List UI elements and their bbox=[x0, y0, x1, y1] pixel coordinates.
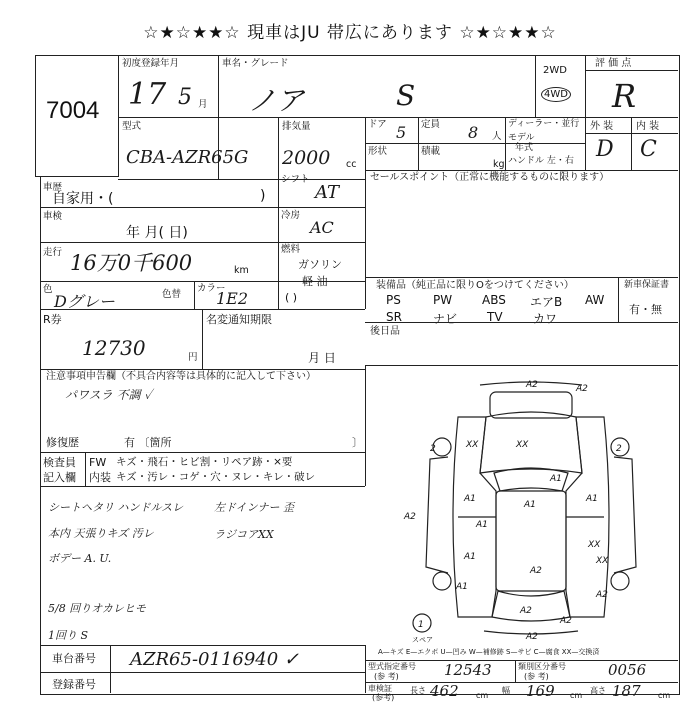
width-unit: cm bbox=[570, 691, 583, 700]
inspector-label: 検査員 bbox=[43, 456, 76, 469]
dimensions-sub: (参考) bbox=[372, 693, 395, 702]
notes-value: パワスラ 不調 ✓ bbox=[65, 388, 153, 402]
equip-aw: AW bbox=[585, 293, 605, 307]
fuel-paren: ( ) bbox=[285, 291, 298, 304]
fw-label: FW bbox=[89, 456, 107, 469]
height-value: 187 bbox=[612, 682, 641, 700]
row-line bbox=[40, 452, 365, 453]
cc-unit: cc bbox=[346, 159, 357, 170]
mark-left-outer: A2 bbox=[404, 512, 416, 522]
length-label: 長さ bbox=[410, 686, 426, 695]
category-value: 0056 bbox=[608, 661, 647, 679]
fuel-gasoline: ガソリン bbox=[298, 258, 342, 271]
left-outer bbox=[426, 457, 448, 573]
type-label: 型式 bbox=[122, 121, 142, 132]
hand-note-4: 5/8 回りオカレヒモ bbox=[48, 602, 146, 615]
right-outer bbox=[614, 457, 636, 573]
equip-pw: PW bbox=[433, 293, 453, 307]
col-line bbox=[85, 452, 86, 486]
model-year-label: モデル bbox=[508, 133, 535, 143]
row-line bbox=[40, 369, 365, 370]
inspection-value: 年 月( 日) bbox=[126, 225, 188, 241]
row-line bbox=[365, 143, 585, 144]
row-line bbox=[365, 170, 678, 171]
color-value: Dグレー bbox=[54, 292, 115, 311]
mark-rear-center: A2 bbox=[530, 566, 542, 576]
shift-label: シフト bbox=[281, 174, 310, 185]
row-line bbox=[40, 242, 278, 243]
row-line bbox=[278, 242, 365, 243]
row-line bbox=[365, 322, 678, 323]
kg-unit: kg bbox=[493, 159, 505, 170]
auction-sheet bbox=[40, 55, 680, 702]
car-name: ノア bbox=[248, 84, 305, 117]
col-line bbox=[585, 55, 586, 170]
col-line bbox=[618, 277, 619, 322]
row-line bbox=[278, 207, 365, 208]
car-name-label: 車名・グレード bbox=[222, 58, 289, 69]
capacity-unit: 人 bbox=[492, 131, 502, 142]
repair-value: 有 〔箇所 bbox=[124, 436, 172, 449]
col-line bbox=[278, 179, 279, 309]
wheel-rr bbox=[611, 572, 629, 590]
equipment-label: 装備品（純正品に限りOをつけてください） bbox=[376, 280, 574, 291]
doors-label: ドア bbox=[368, 119, 387, 130]
car-grade: S bbox=[396, 79, 416, 112]
doors-value: 5 bbox=[396, 123, 407, 142]
interior-score: C bbox=[640, 137, 657, 162]
mark-fl-wheel: 2 bbox=[430, 444, 436, 454]
row-line bbox=[118, 179, 365, 180]
designation-value: 12543 bbox=[444, 661, 492, 679]
col-line bbox=[365, 365, 366, 452]
dimensions-label: 車検証 bbox=[368, 684, 392, 693]
first-reg-year: 17 bbox=[128, 77, 167, 112]
repair-label: 修復歴 bbox=[46, 436, 79, 449]
mark-right-front-door: A1 bbox=[586, 494, 598, 504]
row-line bbox=[40, 486, 365, 487]
load-label: 積載 bbox=[421, 146, 441, 157]
mark-left-quarter: A1 bbox=[464, 552, 476, 562]
lot-number: 7004 bbox=[46, 97, 100, 124]
drive-4wd: 4WD bbox=[541, 87, 571, 102]
chassis-label: 車台番号 bbox=[52, 652, 96, 665]
hand-note-5: 1回り S bbox=[48, 629, 89, 642]
row-line bbox=[585, 70, 678, 71]
equip-abs: ABS bbox=[482, 293, 506, 307]
mark-rear-left: A1 bbox=[456, 582, 468, 592]
col-line bbox=[194, 281, 195, 309]
score-value: R bbox=[612, 77, 637, 115]
hood-panel bbox=[480, 412, 582, 473]
displacement-value: 2000 bbox=[282, 147, 331, 169]
chassis-value: AZR65-0116940 ✓ bbox=[130, 649, 300, 670]
row-line bbox=[365, 365, 678, 366]
equip-leather: カワ bbox=[533, 312, 558, 326]
mark-rear-gate: A2 bbox=[520, 606, 532, 616]
designation-label: 型式指定番号 bbox=[368, 662, 416, 671]
equip-navi: ナビ bbox=[433, 312, 458, 326]
name-change-value: 月 日 bbox=[308, 351, 336, 365]
hand-note-right-1: 左ドインナー 歪 bbox=[214, 501, 294, 514]
width-value: 169 bbox=[526, 682, 555, 700]
row-line bbox=[365, 277, 678, 278]
capacity-value: 8 bbox=[468, 123, 479, 142]
color-code-value: 1E2 bbox=[216, 289, 249, 308]
mark-hood-1: XX bbox=[516, 440, 529, 450]
col-line bbox=[365, 452, 366, 486]
color-change-label: 色替 bbox=[162, 289, 182, 300]
col-line bbox=[515, 660, 516, 682]
col-line bbox=[110, 645, 111, 693]
col-line bbox=[631, 117, 632, 170]
length-unit: cm bbox=[476, 691, 489, 700]
diagram-legend: A—キズ E—エクボ U—凹み W—補修跡 S—サビ C—腐食 XX—交換済 bbox=[378, 648, 600, 656]
ac-value: AC bbox=[310, 218, 334, 237]
mileage-label: 走行 bbox=[43, 247, 63, 258]
mark-rear-bumper-right: A2 bbox=[560, 616, 572, 626]
fw-items: キズ・飛石・ヒビ割・リペア跡・×要 bbox=[116, 456, 293, 468]
designation-sub: (参 考) bbox=[374, 672, 399, 681]
name-change-label: 名変通知期限 bbox=[206, 313, 272, 326]
mark-rear-bumper: A2 bbox=[526, 632, 538, 639]
mark-right-quarter: XX bbox=[596, 556, 609, 566]
col-line bbox=[365, 645, 366, 693]
mark-front-bumper: A2 bbox=[526, 380, 538, 390]
col-line bbox=[365, 170, 366, 309]
header-banner: ☆★☆★★☆ 現車はJU 帯広にあります ☆★☆★★☆ bbox=[143, 23, 557, 43]
category-sub: (参 考) bbox=[524, 672, 549, 681]
shift-value: AT bbox=[315, 182, 340, 203]
equip-ps: PS bbox=[386, 293, 401, 307]
equip-tv: TV bbox=[487, 310, 503, 324]
fuel-diesel: 軽 油 bbox=[302, 275, 328, 288]
col-line bbox=[535, 55, 536, 117]
mark-roof: A1 bbox=[524, 500, 536, 510]
hand-note-right-2: ラジコアXX bbox=[214, 528, 274, 541]
displacement-label: 排気量 bbox=[282, 121, 311, 132]
mileage-value: 16万0千600 bbox=[70, 251, 193, 275]
entry-label: 記入欄 bbox=[43, 471, 76, 484]
mark-windshield: A1 bbox=[550, 474, 562, 484]
width-label: 幅 bbox=[502, 686, 510, 695]
hand-note-2: 本内 天張りキズ 汚レ bbox=[48, 527, 154, 540]
equip-airbag: エアB bbox=[530, 295, 563, 309]
model-year-label-2: 年式 bbox=[515, 143, 534, 153]
color-label: 色 bbox=[43, 284, 53, 295]
shape-label: 形状 bbox=[368, 146, 388, 157]
mark-right-rear-door: XX bbox=[588, 540, 601, 550]
height-label: 高さ bbox=[590, 686, 606, 695]
mark-left-fender: XX bbox=[466, 440, 479, 450]
sales-point-label: セールスポイント（正常に機能するものに限ります） bbox=[370, 172, 610, 183]
height-unit: cm bbox=[658, 691, 671, 700]
type-value: CBA-AZR65G bbox=[126, 147, 249, 168]
wheel-rl bbox=[433, 572, 451, 590]
handle-label: ハンドル 左・右 bbox=[508, 156, 574, 166]
row-line bbox=[118, 117, 678, 118]
col-line bbox=[278, 117, 279, 179]
usage-value: 自家用・( bbox=[52, 191, 114, 207]
interior-row-label: 内装 bbox=[89, 471, 111, 484]
reg-number-label: 登録番号 bbox=[52, 678, 96, 691]
recycle-value: 12730 bbox=[82, 336, 146, 360]
repair-close: 〕 bbox=[352, 436, 363, 449]
interior-label: 内 装 bbox=[636, 121, 660, 132]
ac-label: 冷房 bbox=[281, 210, 301, 221]
usage-label: 車歴 bbox=[43, 182, 63, 193]
spare-label: スペア bbox=[412, 636, 433, 644]
first-reg-label: 初度登録年月 bbox=[122, 58, 180, 69]
fuel-label: 燃料 bbox=[281, 244, 301, 255]
usage-close: ) bbox=[260, 188, 266, 204]
category-label: 類別区分番号 bbox=[518, 662, 566, 671]
hand-note-1: シートヘタリ ハンドルスレ bbox=[48, 501, 184, 514]
km-unit: km bbox=[234, 265, 249, 276]
capacity-label: 定員 bbox=[421, 119, 441, 130]
mark-left-front-door: A1 bbox=[464, 494, 476, 504]
equip-sr: SR bbox=[386, 310, 402, 324]
col-line bbox=[202, 309, 203, 369]
warranty-value: 有・無 bbox=[629, 303, 662, 316]
score-label: 評 価 点 bbox=[595, 58, 632, 69]
first-reg-month: 5 bbox=[178, 85, 192, 110]
mark-spare: 1 bbox=[418, 620, 424, 630]
warranty-label: 新車保証書 bbox=[624, 280, 670, 290]
interior-items: キズ・汚レ・コゲ・穴・ヌレ・キレ・破レ bbox=[116, 471, 316, 483]
notes-label: 注意事項申告欄（不具合内容等は具体的に記入して下さい） bbox=[46, 371, 316, 382]
mark-right-rear: A2 bbox=[596, 590, 608, 600]
inspection-label: 車検 bbox=[43, 211, 63, 222]
recycle-unit: 円 bbox=[188, 352, 198, 363]
mark-left-rear-door: A1 bbox=[476, 520, 488, 530]
drive-2wd: 2WD bbox=[543, 65, 567, 76]
month-unit: 月 bbox=[198, 99, 208, 110]
color-code-label: カラー bbox=[197, 283, 226, 294]
row-line bbox=[40, 672, 365, 673]
dealer-label: ディーラー・並行 bbox=[508, 119, 580, 129]
recycle-label: R券 bbox=[43, 313, 62, 326]
hand-note-3: ボデー A. U. bbox=[48, 552, 112, 565]
mark-front-right: A2 bbox=[576, 384, 588, 394]
aftermarket-label: 後日品 bbox=[370, 326, 400, 337]
exterior-score: D bbox=[596, 137, 614, 162]
length-value: 462 bbox=[430, 682, 459, 700]
row-line bbox=[40, 645, 365, 646]
exterior-label: 外 装 bbox=[590, 121, 614, 132]
car-damage-diagram bbox=[400, 377, 650, 639]
mark-fr-wheel: 2 bbox=[616, 444, 622, 454]
